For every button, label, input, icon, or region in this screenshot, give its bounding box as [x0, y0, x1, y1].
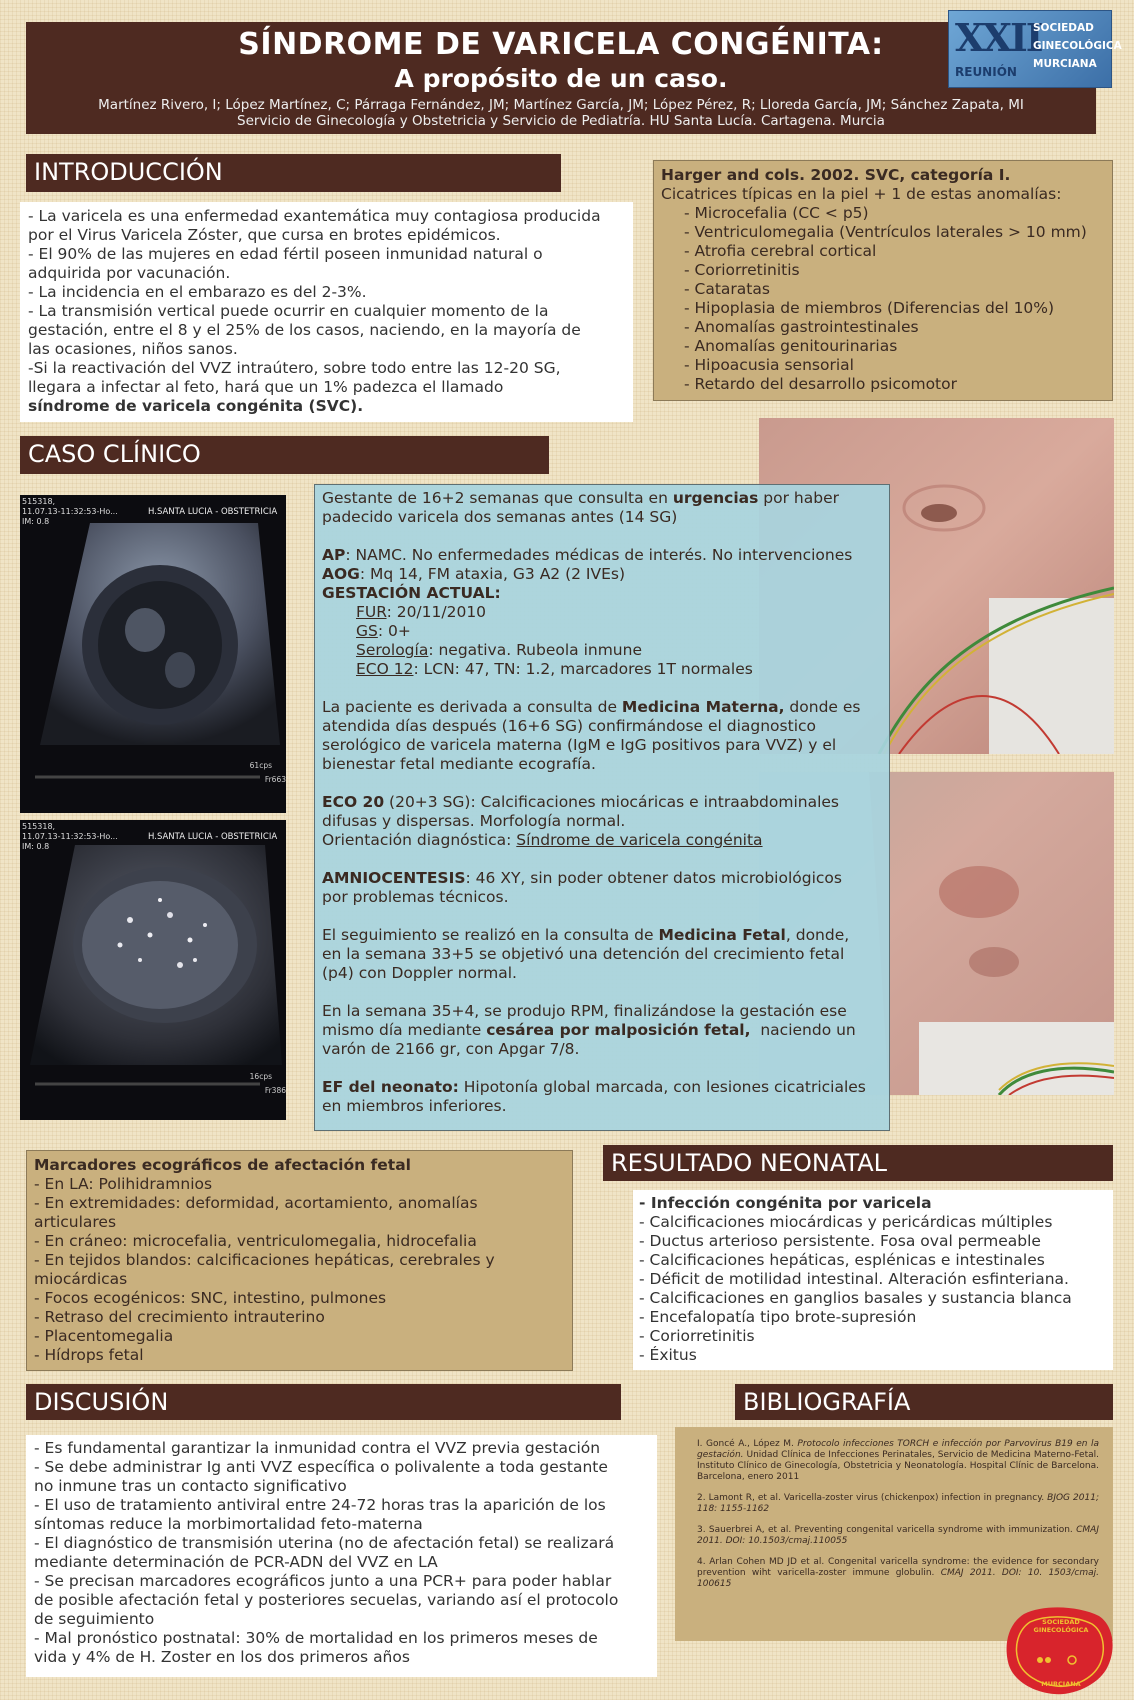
discusion-item-9: de seguimiento	[34, 1610, 155, 1628]
caso-amnio: AMNIOCENTESIS: 46 XY, sin poder obtener datos microbiológicos	[322, 869, 842, 887]
caso-ap: AP: NAMC. No enfermedades médicas de interés. No intervenciones	[322, 546, 853, 564]
ultrasound-image-1	[20, 495, 286, 813]
intro-line-6: gestación, entre el 8 y el 25% de los casos, naciendo, en la mayoría de	[28, 321, 581, 339]
marcador-item-4: - En tejidos blandos: calcificaciones hepáticas, cerebrales y	[34, 1251, 495, 1269]
harger-item-6: - Anomalías gastrointestinales	[684, 318, 919, 336]
caso-p4-l3: varón de 2166 gr, con Apgar 7/8.	[322, 1040, 580, 1058]
caso-fur: FUR: 20/11/2010	[356, 603, 487, 621]
intro-line-4: - La incidencia en el embarazo es del 2-3%.	[28, 283, 367, 301]
caso-aog: AOG: Mq 14, FM ataxia, G3 A2 (2 IVEs)	[322, 565, 626, 583]
harger-item-8: - Hipoacusia sensorial	[684, 356, 854, 374]
affiliation: Servicio de Ginecología y Obstetricia y Servicio de Pediatría. HU Santa Lucía. Cartagena. Murcia	[237, 113, 885, 129]
caso-p2-l2: atendida días después (16+6 SG) confirmándose el diagnostico	[322, 717, 817, 735]
us2-hospital: H.SANTA LUCIA - OBSTETRICIA	[148, 832, 278, 842]
us1-info: 515318, 11.07.13-11:32:53-Ho... IM: 0.8	[22, 497, 118, 526]
poster-subtitle: A propósito de un caso.	[394, 64, 728, 93]
harger-item-4: - Cataratas	[684, 280, 770, 298]
caso-p1-l1: Gestante de 16+2 semanas que consulta en urgencias por haber	[322, 489, 839, 507]
congress-logo	[948, 10, 1122, 88]
resultado-heading: RESULTADO NEONATAL	[603, 1145, 1113, 1181]
seal-top-text: SOCIEDAD GINECOLÓGICA	[1033, 1618, 1089, 1634]
discusion-item-10: - Mal pronóstico postnatal: 30% de mortalidad en los primeros meses de	[34, 1629, 598, 1647]
caso-ef: EF del neonato: Hipotonía global marcada, con lesiones cicatriciales	[322, 1078, 866, 1096]
bibliografia-heading: BIBLIOGRAFÍA	[735, 1384, 1113, 1420]
resultado-item-0: - Calcificaciones miocárdicas y pericárdicas múltiples	[639, 1213, 1053, 1231]
intro-heading: INTRODUCCIÓN	[26, 154, 561, 192]
marcador-item-6: - Focos ecogénicos: SNC, intestino, pulmones	[34, 1289, 387, 1307]
discusion-item-6: mediante determinación de PCR-ADN del VVZ en LA	[34, 1553, 438, 1571]
resultado-item-5: - Encefalopatía tipo brote-supresión	[639, 1308, 917, 1326]
logo-society: SOCIEDAD GINECOLÓGICA MURCIANA	[1033, 22, 1122, 70]
caso-amnio-l2: por problemas técnicos.	[322, 888, 509, 906]
resultado-item-4: - Calcificaciones en ganglios basales y sustancia blanca	[639, 1289, 1072, 1307]
harger-item-1: - Ventriculomegalia (Ventrículos laterales > 10 mm)	[684, 223, 1087, 241]
caso-serologia: Serología: negativa. Rubeola inmune	[356, 641, 642, 659]
caso-p3-l2: en la semana 33+5 se objetivó una detención del crecimiento fetal	[322, 945, 845, 963]
marcadores-list	[34, 1175, 565, 1365]
harger-item-7: - Anomalías genitourinarias	[684, 337, 898, 355]
caso-p3-l1: El seguimiento se realizó en la consulta de Medicina Fetal, donde,	[322, 926, 850, 944]
resultado-first: - Infección congénita por varicela	[639, 1194, 932, 1212]
discusion-heading: DISCUSIÓN	[26, 1384, 621, 1420]
authors: Martínez Rivero, I; López Martínez, C; Párraga Fernández, JM; Martínez García, JM; López Pérez, R; Lloreda García, JM; Sánchez Zapata, MI	[98, 97, 1024, 113]
discusion-item-3: - El uso de tratamiento antiviral entre 24-72 horas tras la aparición de los	[34, 1496, 606, 1514]
discusion-item-0: - Es fundamental garantizar la inmunidad contra el VVZ previa gestación	[34, 1439, 601, 1457]
reference-1: I. Goncé A., López M. Protocolo infecciones TORCH e infección por Parvovirus B19 en la gestación. Unidad Clínica de Infecciones Perinatales, Servicio de Medicina Materno-Fetal. Instituto Clínico de Ginecología, Obstetricia y Neonatología. Hospital Clínic de Barcelona. Barcelona, enero 2011	[697, 1439, 1100, 1482]
marcadores-title: Marcadores ecográficos de afectación fetal	[34, 1156, 411, 1174]
caso-heading: CASO CLÍNICO	[20, 436, 549, 474]
caso-p2-l1: La paciente es derivada a consulta de Medicina Materna, donde es	[322, 698, 861, 716]
marcadores-box	[26, 1150, 573, 1371]
intro-line-1: por el Virus Varicela Zóster, que cursa en brotes epidémicos.	[28, 226, 501, 244]
intro-box	[20, 202, 633, 422]
harger-item-0: - Microcefalia (CC < p5)	[684, 204, 869, 222]
caso-ef-l2: en miembros inferiores.	[322, 1097, 507, 1115]
harger-list	[661, 204, 1105, 394]
caso-gs: GS: 0+	[356, 622, 411, 640]
harger-title: Harger and cols. 2002. SVC, categoría I.	[661, 166, 1011, 184]
harger-item-9: - Retardo del desarrollo psicomotor	[684, 375, 957, 393]
intro-line-7: las ocasiones, niños sanos.	[28, 340, 238, 358]
caso-clinico-box	[314, 484, 890, 1131]
caso-orientacion: Orientación diagnóstica: Síndrome de varicela congénita	[322, 831, 763, 849]
caso-p3-l3: (p4) con Doppler normal.	[322, 964, 517, 982]
intro-line-2: - El 90% de las mujeres en edad fértil poseen inmunidad natural o	[28, 245, 543, 263]
discusion-item-11: vida y 4% de H. Zoster en los dos primeros años	[34, 1648, 410, 1666]
bibliografia-list	[697, 1439, 1099, 1590]
harger-item-2: - Atrofia cerebral cortical	[684, 242, 877, 260]
logo-reunion: REUNIÓN	[955, 65, 1017, 79]
marcador-item-1: - En extremidades: deformidad, acortamiento, anomalías	[34, 1194, 478, 1212]
us2-cps: 16cps	[249, 1072, 272, 1081]
seal-bottom-text: MURCIANA	[1041, 1680, 1081, 1688]
us2-fr: Fr386	[264, 1086, 286, 1095]
caso-p2-l3: serológico de varicela materna (IgM e IgG positivos para VVZ) y el	[322, 736, 837, 754]
caso-gestacion: GESTACIÓN ACTUAL:	[322, 584, 501, 602]
caso-eco20: ECO 20 (20+3 SG): Calcificaciones miocáricas e intraabdominales	[322, 793, 839, 811]
society-seal	[1004, 1604, 1116, 1696]
intro-line-3: adquirida por vacunación.	[28, 264, 231, 282]
logo-number: XXII	[955, 15, 1042, 60]
marcador-item-2: articulares	[34, 1213, 117, 1231]
discusion-list	[34, 1439, 649, 1667]
caso-eco20-l2: difusas y dispersas. Morfología normal.	[322, 812, 626, 830]
reference-3: 3. Sauerbrei A, et al. Preventing congenital varicella syndrome with immunization. CMAJ 2011. DOI: 10.1503/cmaj.110055	[697, 1525, 1099, 1546]
poster-header	[26, 22, 1096, 134]
marcador-item-9: - Hídrops fetal	[34, 1346, 144, 1364]
ultrasound-image-2	[20, 820, 286, 1120]
resultado-item-2: - Calcificaciones hepáticas, esplénicas e intestinales	[639, 1251, 1045, 1269]
reference-2: 2. Lamont R, et al. Varicella-zoster virus (chickenpox) infection in pregnancy. BJOG 2011; 118: 1155-1162	[697, 1493, 1099, 1514]
us1-cps: 61cps	[249, 761, 272, 770]
us2-info: 515318, 11.07.13-11:32:53-Ho... IM: 0.8	[22, 822, 118, 851]
discusion-box	[26, 1435, 657, 1677]
discusion-item-7: - Se precisan marcadores ecográficos junto a una PCR+ para poder hablar	[34, 1572, 612, 1590]
resultado-item-1: - Ductus arterioso persistente. Fosa oval permeable	[639, 1232, 1041, 1250]
intro-line-9: llegara a infectar al feto, hará que un 1% padezca el llamado	[28, 378, 504, 396]
harger-criteria-box	[653, 160, 1113, 401]
ultrasound-scan-1	[20, 495, 286, 813]
caso-p4-l1: En la semana 35+4, se produjo RPM, finalizándose la gestación ese	[322, 1002, 847, 1020]
us1-hospital: H.SANTA LUCIA - OBSTETRICIA	[148, 507, 278, 517]
discusion-item-2: no inmune tras un contacto significativo	[34, 1477, 347, 1495]
discusion-item-5: - El diagnóstico de transmisión uterina (no de afectación fetal) se realizará	[34, 1534, 615, 1552]
ultrasound-scan-2	[20, 820, 286, 1120]
discusion-item-8: de posible afectación fetal y posteriores secuelas, variando así el protocolo	[34, 1591, 619, 1609]
harger-item-3: - Coriorretinitis	[684, 261, 800, 279]
intro-line-5: - La transmisión vertical puede ocurrir en cualquier momento de la	[28, 302, 549, 320]
resultado-item-7: - Éxitus	[639, 1346, 697, 1364]
marcador-item-8: - Placentomegalia	[34, 1327, 174, 1345]
harger-item-5: - Hipoplasia de miembros (Diferencias del 10%)	[684, 299, 1055, 317]
marcador-item-5: miocárdicas	[34, 1270, 128, 1288]
discusion-item-1: - Se debe administrar Ig anti VVZ específica o polivalente a toda gestante	[34, 1458, 608, 1476]
intro-line-8: -Si la reactivación del VVZ intraútero, sobre todo entre las 12-20 SG,	[28, 359, 561, 377]
resultado-box	[633, 1190, 1113, 1370]
poster-title: SÍNDROME DE VARICELA CONGÉNITA:	[238, 27, 884, 62]
resultado-item-6: - Coriorretinitis	[639, 1327, 755, 1345]
reference-4: 4. Arlan Cohen MD JD et al. Congenital varicella syndrome: the evidence for secondary prevention wiht varicella-zoster immune globulin. CMAJ 2011. DOI: 10. 1503/cmaj. 100615	[697, 1557, 1099, 1589]
marcador-item-3: - En cráneo: microcefalia, ventriculomegalia, hidrocefalia	[34, 1232, 477, 1250]
caso-eco12: ECO 12: LCN: 47, TN: 1.2, marcadores 1T normales	[356, 660, 753, 678]
us1-fr: Fr663	[264, 775, 286, 784]
intro-line-0: - La varicela es una enfermedad exantemática muy contagiosa producida	[28, 207, 601, 225]
intro-text	[28, 207, 625, 397]
caso-p4-l2: mismo día mediante cesárea por malposición fetal, naciendo un	[322, 1021, 856, 1039]
resultado-list	[639, 1213, 1107, 1365]
resultado-item-3: - Déficit de motilidad intestinal. Alteración esfinteriana.	[639, 1270, 1069, 1288]
intro-svc-bold: síndrome de varicela congénita (SVC).	[28, 397, 364, 415]
caso-p1-l2: padecido varicela dos semanas antes (14 SG)	[322, 508, 678, 526]
marcador-item-7: - Retraso del crecimiento intrauterino	[34, 1308, 325, 1326]
caso-p2-l4: bienestar fetal mediante ecografía.	[322, 755, 596, 773]
marcador-item-0: - En LA: Polihidramnios	[34, 1175, 213, 1193]
discusion-item-4: síntomas reduce la morbimortalidad feto-materna	[34, 1515, 423, 1533]
harger-intro: Cicatrices típicas en la piel + 1 de estas anomalías:	[661, 185, 1062, 203]
